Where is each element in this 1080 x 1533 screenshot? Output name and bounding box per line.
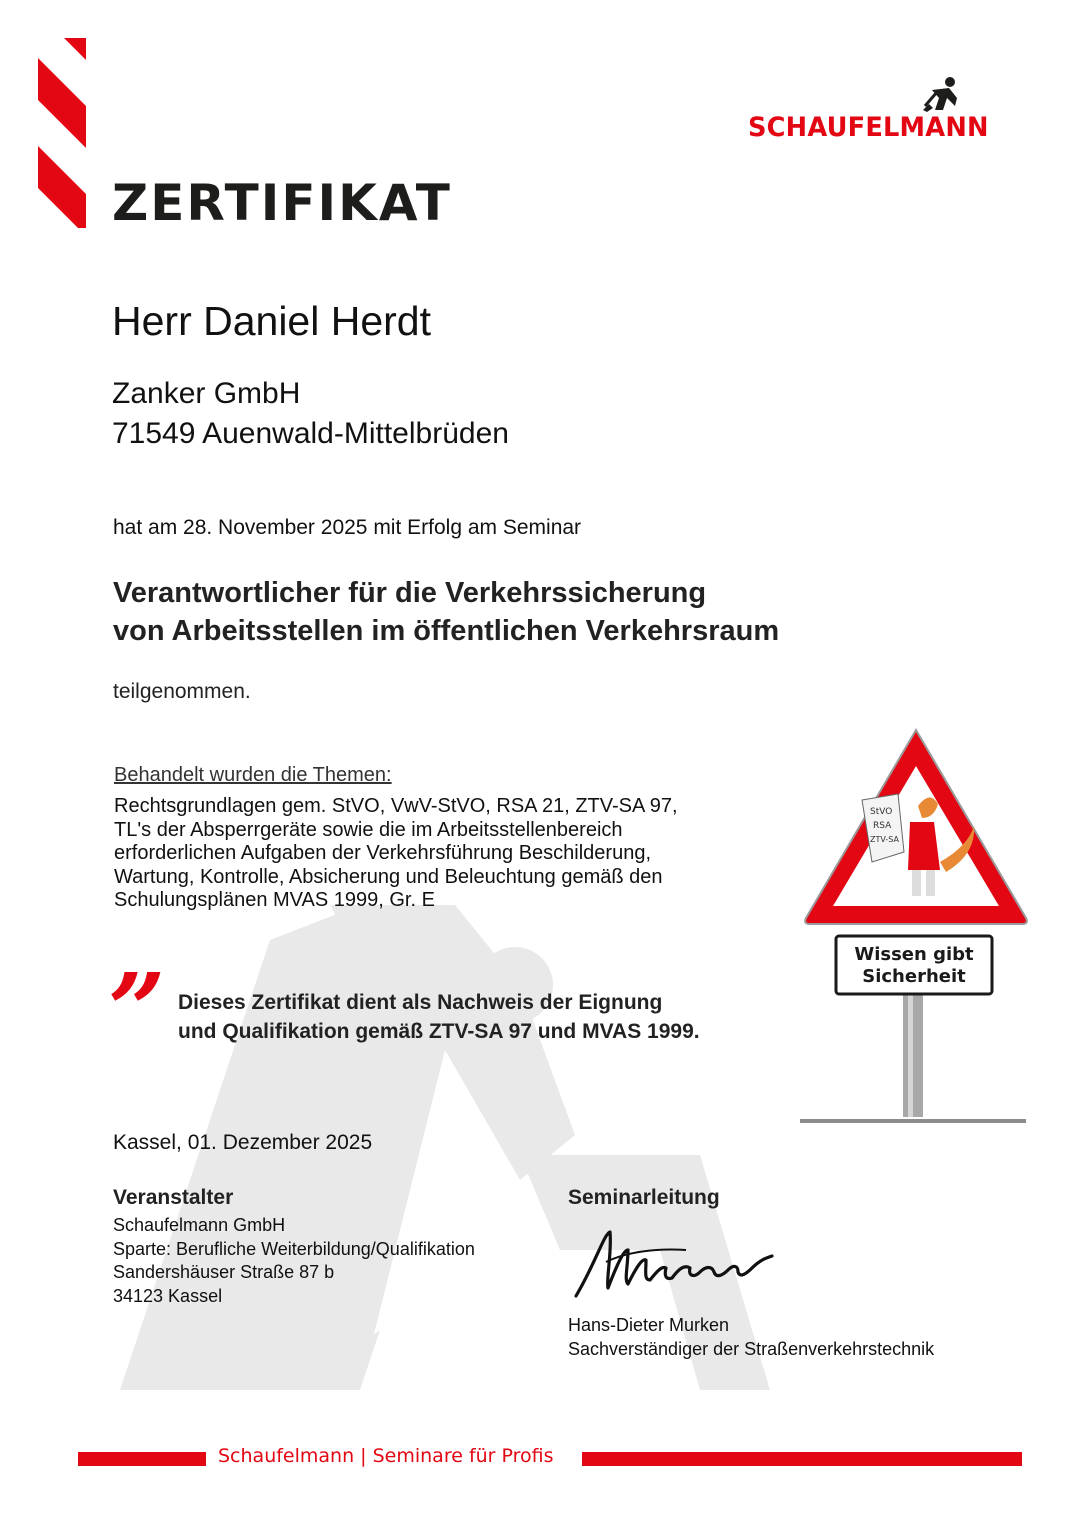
footer-text: Schaufelmann | Seminare für Profis <box>218 1445 554 1467</box>
organizer-details: Schaufelmann GmbH Sparte: Berufliche Weiterbildung/Qualifikation Sandershäuser Straße 87 b 34123 Kassel <box>113 1215 475 1306</box>
company-name: Zanker GmbH <box>112 377 301 410</box>
logo-wordmark: SCHAUFELMANN <box>748 112 989 143</box>
recipient-name: Herr Daniel Herdt <box>112 298 431 344</box>
seminar-title: Verantwortlicher für die Verkehrssicherung von Arbeitsstellen im öffentlichen Verkehrsraum <box>113 577 780 647</box>
footer-bar-right <box>582 1452 1022 1466</box>
organizer-heading: Veranstalter <box>113 1186 234 1209</box>
paper-text-2: RSA <box>873 821 892 831</box>
handwritten-signature <box>566 1222 786 1302</box>
paper-text-3: ZTV-SA <box>870 835 899 844</box>
recipient-company <box>112 374 509 454</box>
sign-plate-line2: Sicherheit <box>862 966 966 987</box>
seminar-lead-details <box>568 1313 934 1361</box>
sign-plate-line1: Wissen gibt <box>854 944 974 965</box>
topics-heading: Behandelt wurden die Themen: <box>114 764 392 786</box>
intro-text: hat am 28. November 2025 mit Erfolg am Seminar <box>113 516 582 539</box>
paper-text-1: StVO <box>870 807 893 817</box>
topics-text: Rechtsgrundlagen gem. StVO, VwV-StVO, RSA 21, ZTV-SA 97, TL's der Absperrgeräte sowie die im Arbeitsstellenbereich erforderlichen Aufgaben der Verkehrsführung Beschilderung, Wartung, Kontrolle, Absicherung und Beleuchtung gemäß den Schulungsplänen MVAS 1999, Gr. E <box>114 795 678 911</box>
warning-sign-illustration <box>800 722 1032 1132</box>
footer-bar-left <box>78 1452 206 1466</box>
quote-mark-icon: ” <box>108 951 166 1069</box>
page-title: ZERTIFIKAT <box>112 174 452 232</box>
participated-text: teilgenommen. <box>113 680 251 703</box>
certificate-statement: Dieses Zertifikat dient als Nachweis der Eignung und Qualifikation gemäß ZTV-SA 97 und MVAS 1999. <box>178 991 700 1043</box>
company-logo <box>748 76 1048 148</box>
hazard-stripe-graphic <box>38 38 88 228</box>
seminar-lead-heading: Seminarleitung <box>568 1186 720 1209</box>
company-city: 71549 Auenwald-Mittelbrüden <box>112 417 509 450</box>
place-date: Kassel, 01. Dezember 2025 <box>113 1131 373 1154</box>
shovel-worker-icon <box>923 76 967 114</box>
seminar-lead-role: Sachverständiger der Straßenverkehrstechnik <box>568 1339 935 1359</box>
seminar-lead-name: Hans-Dieter Murken <box>568 1315 730 1335</box>
